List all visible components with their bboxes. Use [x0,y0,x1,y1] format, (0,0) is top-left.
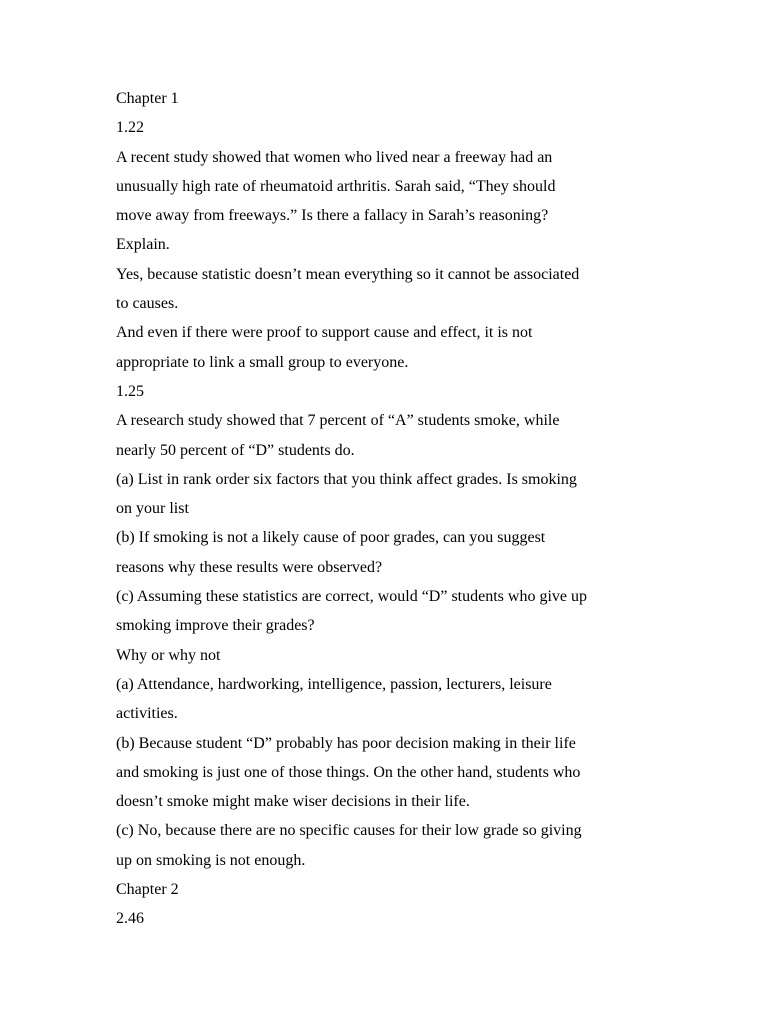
question-text: A research study showed that 7 percent of “A” students smoke, while [116,412,560,430]
question-part: (b) If smoking is not a likely cause of poor grades, can you suggest [116,529,546,547]
chapter-heading: Chapter 1 [116,90,179,107]
answer-text: appropriate to link a small group to everyone. [116,353,409,371]
question-part: Why or why not [116,646,221,664]
answer-text: to causes. [116,295,179,313]
answer-part: (b) Because student “D” probably has poor decision making in their life [116,734,576,752]
question-text: Explain. [116,236,170,254]
question-text: move away from freeways.” Is there a fallacy in Sarah’s reasoning? [116,207,549,225]
question-text: unusually high rate of rheumatoid arthritis. Sarah said, “They should [116,177,556,195]
question-part: smoking improve their grades? [116,617,315,635]
question-number: 1.22 [116,119,144,137]
answer-part: doesn’t smoke might make wiser decisions in their life. [116,793,470,811]
question-text: nearly 50 percent of “D” students do. [116,441,355,459]
question-part: (a) List in rank order six factors that you think affect grades. Is smoking [116,470,577,488]
question-number: 1.25 [116,382,144,400]
answer-text: Yes, because statistic doesn’t mean everything so it cannot be associated [116,265,580,283]
chapter-heading: Chapter 2 [116,881,179,899]
answer-text: And even if there were proof to support cause and effect, it is not [116,324,533,342]
question-part: on your list [116,500,189,518]
answer-part: up on smoking is not enough. [116,851,306,869]
question-number: 2.46 [116,910,144,928]
question-part: (c) Assuming these statistics are correct, would “D” students who give up [116,588,587,606]
answer-part: and smoking is just one of those things. On the other hand, students who [116,763,581,781]
answer-part: (c) No, because there are no specific causes for their low grade so giving [116,822,582,840]
answer-part: activities. [116,705,178,723]
answer-part: (a) Attendance, hardworking, intelligence, passion, lecturers, leisure [116,675,552,693]
question-part: reasons why these results were observed? [116,558,383,576]
question-text: A recent study showed that women who lived near a freeway had an [116,148,553,166]
